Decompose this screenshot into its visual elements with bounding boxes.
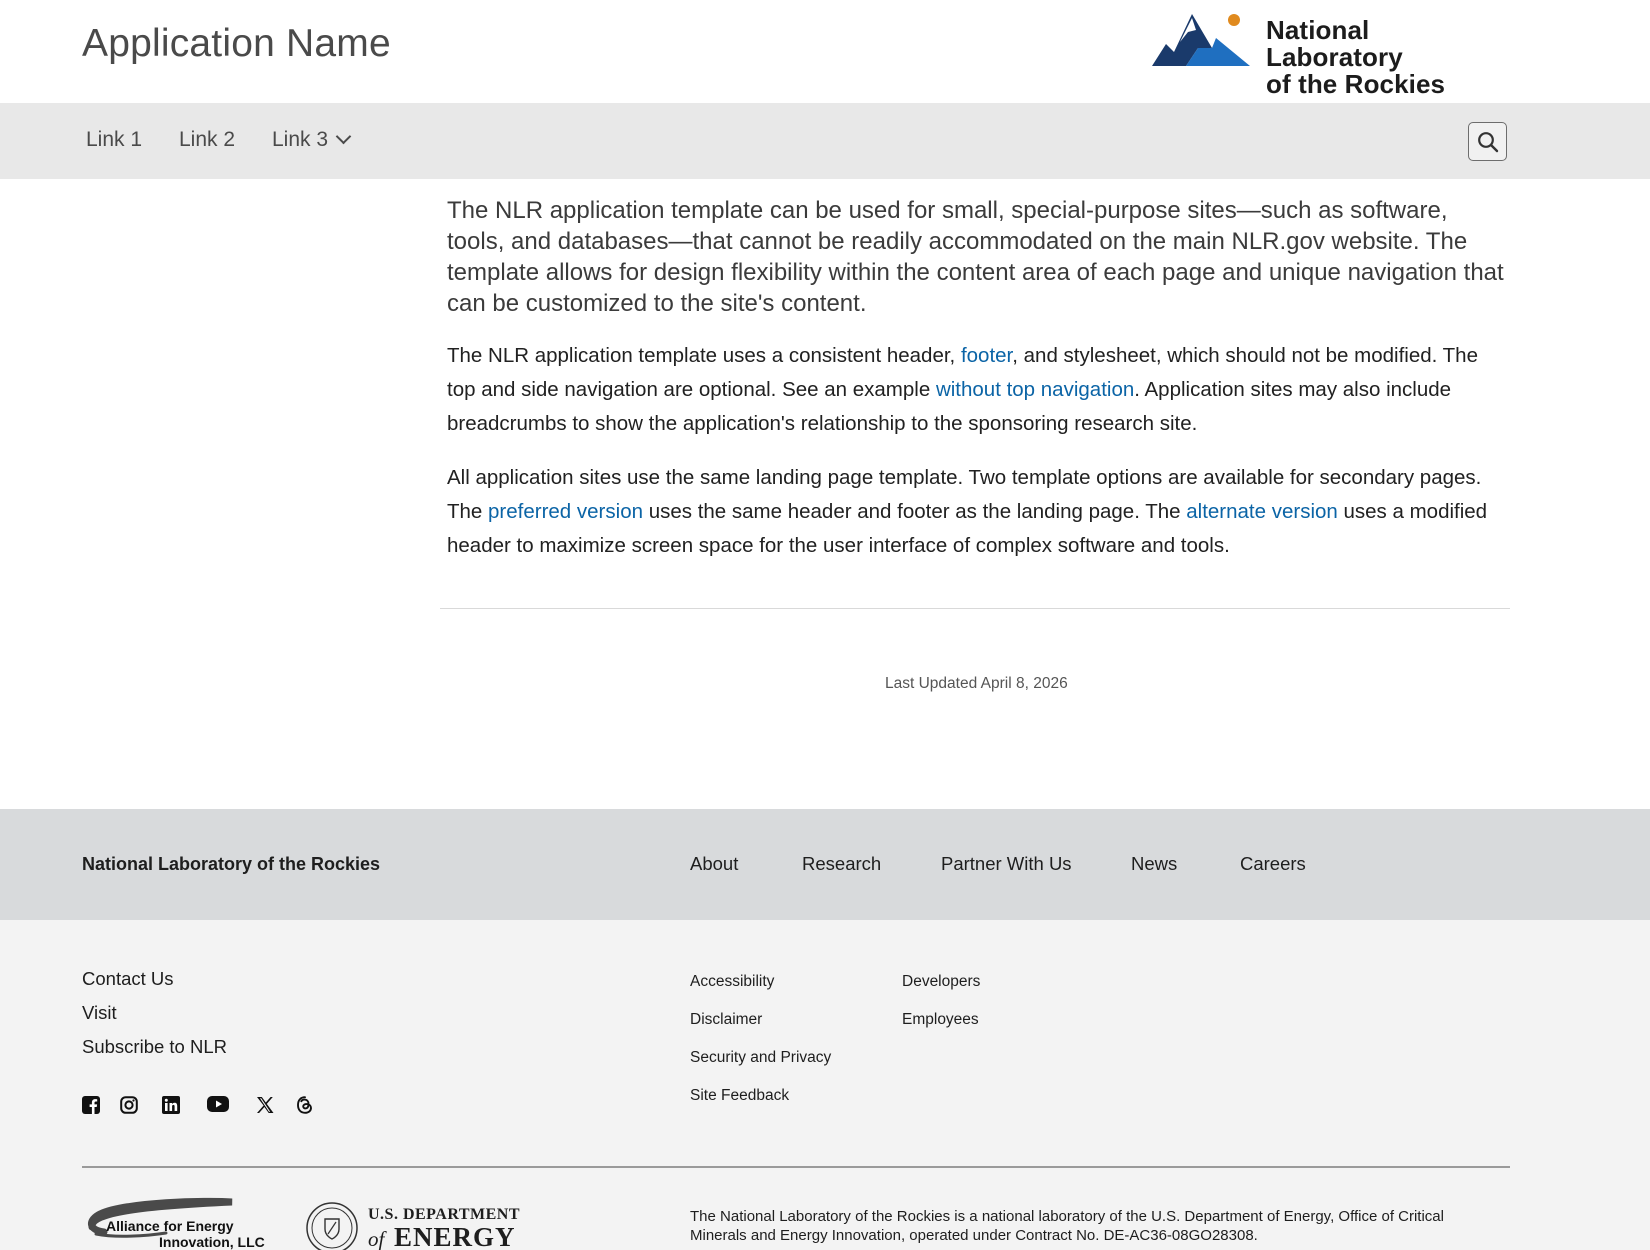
p3-text-1: All application sites use the same landing page template. Two template options are available for secondary pages. The bbox=[447, 466, 1482, 523]
p2-text-3: . Application sites may also include breadcrumbs to show the application's relationship to the sponsoring research site. bbox=[447, 378, 1452, 435]
mountain-logo-icon bbox=[1152, 8, 1260, 70]
alliance-for-energy-innovation-logo[interactable] bbox=[86, 1190, 271, 1250]
last-updated: Last Updated April 8, 2026 bbox=[885, 675, 1068, 692]
nav-link-1[interactable]: Link 1 bbox=[86, 128, 143, 151]
lead-paragraph: The NLR application template can be used for small, special-purpose sites—such as software, tools, and databases—that cannot be readily accommodated on the main NLR.gov website. The template allows for design flexibility within the content area of each page and unique navigation that can be customized to the site's content. bbox=[447, 197, 1504, 317]
alternate-version-link[interactable]: alternate version bbox=[1186, 500, 1338, 523]
footer-link-research[interactable]: Research bbox=[802, 853, 882, 874]
top-navigation bbox=[0, 103, 1650, 179]
instagram-icon[interactable] bbox=[120, 1096, 140, 1116]
secondary-pages-paragraph bbox=[447, 461, 1510, 563]
doe-logo[interactable] bbox=[306, 1202, 526, 1250]
brand-line-2: of the Rockies bbox=[1266, 69, 1446, 99]
footer-link-partner[interactable]: Partner With Us bbox=[941, 853, 1072, 874]
nav-link-3-dropdown[interactable] bbox=[272, 128, 349, 152]
brand-name bbox=[1266, 17, 1512, 98]
nav-link-3-label: Link 3 bbox=[272, 128, 329, 151]
template-paragraph bbox=[447, 339, 1510, 441]
contact-us-link[interactable]: Contact Us bbox=[82, 968, 174, 989]
footer-links-column-2 bbox=[902, 963, 980, 1039]
disclaimer-link[interactable]: Disclaimer bbox=[690, 1011, 763, 1028]
threads-icon[interactable] bbox=[296, 1096, 316, 1116]
footer-org-name[interactable]: National Laboratory of the Rockies bbox=[82, 854, 381, 874]
p3-text-3: uses a modified header to maximize screen space for the user interface of complex software and tools. bbox=[447, 500, 1488, 557]
brand-line-1: National Laboratory bbox=[1266, 15, 1403, 72]
alliance-line-2: Innovation, LLC bbox=[159, 1234, 265, 1250]
subscribe-link[interactable]: Subscribe to NLR bbox=[82, 1036, 227, 1057]
p2-text-2: , and stylesheet, which should not be modified. The top and side navigation are optional. See an example bbox=[447, 344, 1478, 401]
site-header bbox=[0, 0, 1650, 103]
p3-text-2: uses the same header and footer as the landing page. The bbox=[643, 500, 1187, 523]
footer-link-news[interactable]: News bbox=[1131, 853, 1178, 874]
content-divider bbox=[440, 608, 1510, 609]
visit-link[interactable]: Visit bbox=[82, 1002, 117, 1023]
security-privacy-link[interactable]: Security and Privacy bbox=[690, 1049, 832, 1066]
doe-line-1: U.S. DEPARTMENT bbox=[368, 1206, 520, 1223]
alliance-line-1: Alliance for Energy bbox=[106, 1218, 234, 1234]
preferred-version-link[interactable]: preferred version bbox=[488, 500, 643, 523]
without-top-navigation-link[interactable]: without top navigation bbox=[935, 378, 1135, 401]
x-icon[interactable] bbox=[256, 1096, 276, 1116]
legal-notice: The National Laboratory of the Rockies is a national laboratory of the U.S. Department of Energy, Office of Critical Minerals and Energy Innovation, operated under Contract No. DE-AC36-08GO28308. bbox=[690, 1208, 1444, 1244]
facebook-icon[interactable] bbox=[82, 1096, 102, 1116]
accessibility-link[interactable]: Accessibility bbox=[690, 973, 775, 990]
chevron-down-icon bbox=[336, 129, 352, 145]
footer-secondary bbox=[0, 920, 1650, 1250]
nav-link-2[interactable]: Link 2 bbox=[179, 128, 236, 151]
footer-link-careers[interactable]: Careers bbox=[1240, 853, 1306, 874]
footer-links-column-1 bbox=[690, 963, 831, 1115]
nlr-logo[interactable] bbox=[1152, 8, 1512, 99]
search-button[interactable] bbox=[1468, 122, 1507, 161]
footer-primary-band bbox=[0, 809, 1650, 920]
app-name-link[interactable]: Application Name bbox=[82, 22, 391, 65]
footer-divider bbox=[82, 1166, 1510, 1168]
youtube-icon[interactable] bbox=[207, 1096, 231, 1116]
search-icon bbox=[1477, 131, 1499, 153]
site-feedback-link[interactable]: Site Feedback bbox=[690, 1087, 790, 1104]
p2-text-1: The NLR application template uses a consistent header, bbox=[447, 344, 961, 367]
footer-link-about[interactable]: About bbox=[690, 853, 739, 874]
employees-link[interactable]: Employees bbox=[902, 1011, 979, 1028]
main-content bbox=[447, 195, 1510, 583]
footer-link[interactable]: footer bbox=[960, 344, 1013, 367]
linkedin-icon[interactable] bbox=[162, 1096, 182, 1116]
developers-link[interactable]: Developers bbox=[902, 973, 981, 990]
contact-links bbox=[82, 962, 227, 1064]
doe-line-2: ENERGY bbox=[394, 1222, 516, 1250]
doe-line-2-of: of bbox=[368, 1227, 385, 1250]
